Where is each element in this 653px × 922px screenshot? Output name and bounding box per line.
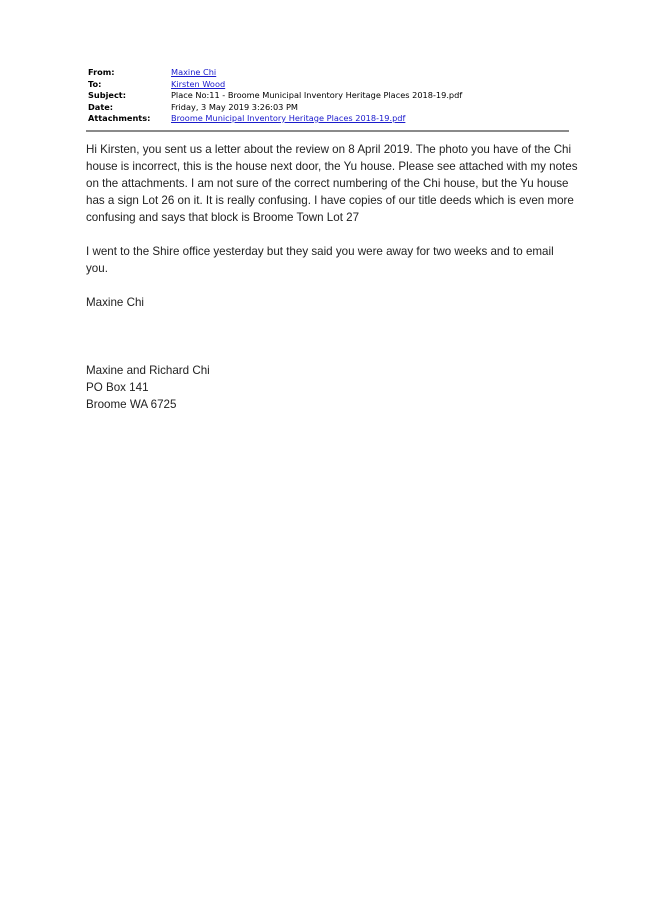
- date-row: [88, 102, 570, 114]
- address-block: [86, 362, 566, 413]
- paragraph-line: has a sign Lot 26 on it. It is really confusing. I have copies of our title deeds which is even more: [86, 194, 574, 207]
- date-label: Date:: [88, 101, 114, 112]
- paragraph-2: [86, 243, 566, 277]
- paragraph-1: [86, 141, 578, 226]
- from-label: From:: [88, 67, 115, 77]
- from-link[interactable]: Maxine Chi: [171, 67, 217, 77]
- subject-label: Subject:: [88, 90, 126, 100]
- to-row: [88, 79, 570, 91]
- address-line: PO Box 141: [86, 381, 149, 394]
- attachments-label: Attachments:: [88, 113, 151, 123]
- spacer: [86, 226, 566, 243]
- paragraph-line: confusing and says that block is Broome Town Lot 27: [86, 211, 360, 224]
- date-value: Friday, 3 May 2019 3:26:03 PM: [171, 101, 298, 112]
- attachments-row: [88, 113, 570, 125]
- signoff: [86, 294, 566, 311]
- paragraph-line: you.: [86, 262, 108, 275]
- paragraph-line: on the attachments. I am not sure of the correct numbering of the Chi house, but the Yu house: [86, 177, 569, 190]
- subject-value: Place No:11 - Broome Municipal Inventory Heritage Places 2018-19.pdf: [171, 90, 463, 100]
- paragraph-line: Hi Kirsten, you sent us a letter about the review on 8 April 2019. The photo you have of the Chi: [86, 143, 572, 156]
- signoff-name: Maxine Chi: [86, 296, 144, 309]
- spacer: [86, 311, 566, 362]
- address-line: Broome WA 6725: [86, 398, 177, 411]
- spacer: [86, 277, 566, 294]
- to-link[interactable]: Kirsten Wood: [171, 78, 226, 89]
- email-body: [86, 141, 578, 413]
- subject-row: [88, 90, 570, 102]
- address-line: Maxine and Richard Chi: [86, 364, 210, 377]
- attachment-link[interactable]: Broome Municipal Inventory Heritage Places 2018-19.pdf: [171, 113, 406, 123]
- email-header: [88, 67, 570, 125]
- header-divider: [86, 130, 569, 132]
- from-row: [88, 67, 570, 79]
- paragraph-line: house is incorrect, this is the house next door, the Yu house. Please see attached with my notes: [86, 160, 578, 173]
- paragraph-line: I went to the Shire office yesterday but they said you were away for two weeks and to email: [86, 245, 554, 258]
- to-label: To:: [88, 78, 102, 89]
